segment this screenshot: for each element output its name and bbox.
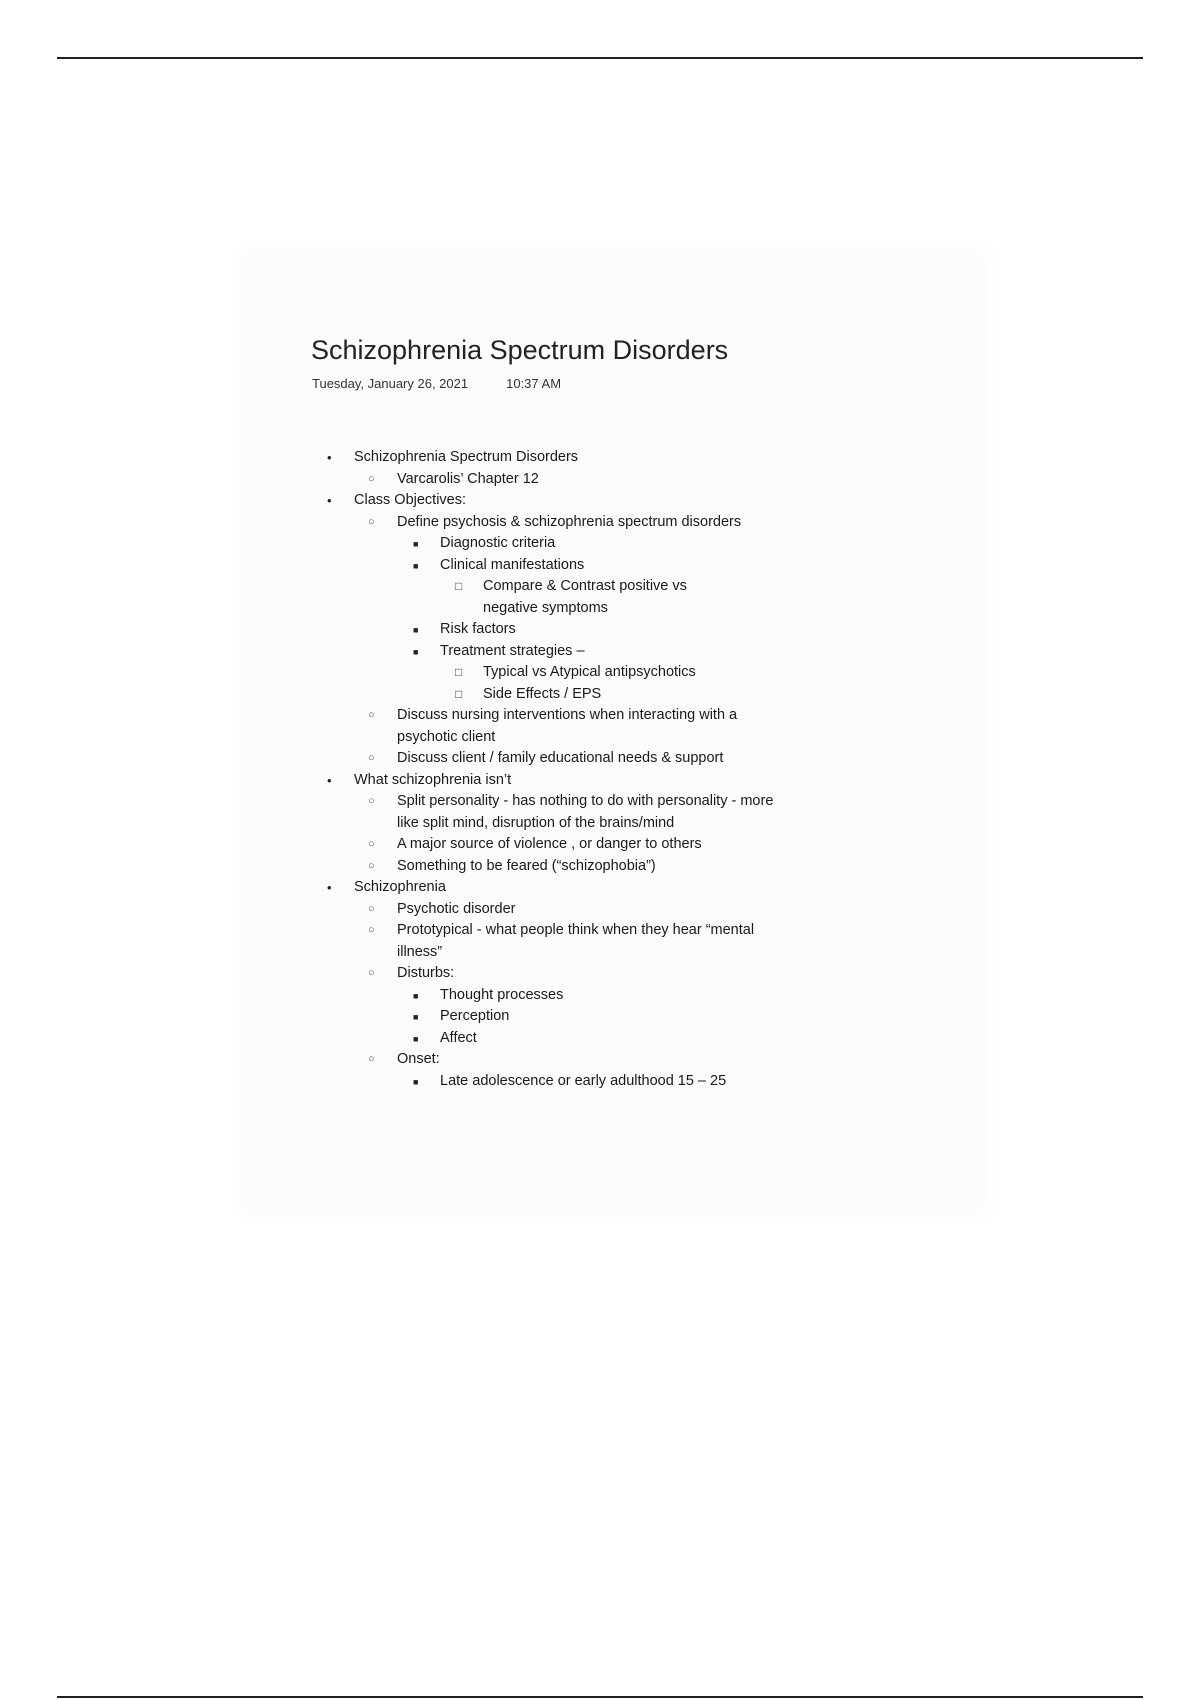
outline-item — [255, 533, 975, 555]
outline-item-text: What schizophrenia isn’t — [354, 771, 512, 788]
outline-item — [255, 856, 975, 878]
outline-item — [255, 490, 975, 512]
outline-item-text: Onset: — [397, 1051, 440, 1067]
bottom-divider — [57, 1696, 1143, 1698]
bullet-circle-icon: ○ — [368, 709, 375, 721]
outline-item-text: Varcarolis’ Chapter 12 — [397, 470, 539, 487]
bullet-square-icon: ■ — [413, 1076, 419, 1087]
outline-item-text: Psychotic disorder — [397, 900, 516, 917]
bullet-square-icon: ■ — [413, 625, 419, 635]
outline-item — [255, 963, 975, 985]
note-page — [255, 262, 975, 1202]
outline-item — [255, 705, 975, 748]
outline-item-text: Treatment strategies – — [440, 642, 585, 659]
bullet-circle-icon: ○ — [368, 795, 375, 807]
outline-item — [255, 770, 975, 792]
bullet-square-icon: ■ — [413, 1033, 419, 1044]
bullet-open-square-icon: □ — [455, 665, 463, 679]
outline-item — [255, 641, 975, 663]
outline-item-text: Prototypical - what people think when they hear “mental illness” — [397, 922, 755, 960]
top-divider — [57, 57, 1143, 59]
outline-item — [255, 1071, 975, 1093]
outline-item-text: Schizophrenia Spectrum Disorders — [354, 449, 579, 465]
bullet-dot-icon: • — [327, 493, 332, 508]
outline-item — [255, 877, 975, 899]
outline-item — [255, 512, 975, 534]
bullet-open-square-icon: □ — [455, 686, 463, 701]
bullet-circle-icon: ○ — [368, 472, 375, 485]
bullet-dot-icon: • — [327, 450, 332, 465]
outline-item — [255, 920, 975, 963]
outline-item-text: A major source of violence , or danger to others — [397, 836, 702, 852]
bullet-square-icon: ■ — [413, 990, 419, 1001]
outline-item — [255, 834, 975, 856]
bullet-circle-icon: ○ — [368, 859, 375, 872]
outline-item-text: Something to be feared (“schizophobia”) — [397, 857, 656, 874]
outline-item — [255, 1049, 975, 1071]
outline-item-text: Clinical manifestations — [440, 556, 585, 573]
bullet-square-icon: ■ — [413, 646, 419, 657]
bullet-dot-icon: • — [327, 880, 332, 895]
bullet-dot-icon: • — [327, 772, 332, 788]
outline-item-text: Discuss client / family educational needs & support — [397, 750, 724, 766]
outline-item-text: Split personality - has nothing to do with personality - more like split mind, disruption of the brains/mind — [397, 793, 774, 831]
outline-item — [255, 576, 975, 619]
bullet-circle-icon: ○ — [368, 902, 375, 915]
bullet-square-icon: ■ — [413, 539, 419, 549]
outline-item — [255, 684, 975, 706]
outline-item-text: Schizophrenia — [354, 879, 446, 895]
note-date: Tuesday, January 26, 2021 — [312, 376, 469, 391]
outline-item — [255, 469, 975, 491]
outline-item — [255, 985, 975, 1007]
bullet-circle-icon: ○ — [368, 752, 375, 764]
bullet-circle-icon: ○ — [368, 838, 375, 850]
outline-item-text: Perception — [440, 1008, 510, 1024]
outline-item — [255, 1006, 975, 1028]
bullet-open-square-icon: □ — [455, 579, 463, 593]
outline-item-text: Disturbs: — [397, 965, 455, 981]
bullet-square-icon: ■ — [413, 1012, 419, 1022]
bullet-circle-icon: ○ — [368, 1053, 375, 1065]
outline-item — [255, 899, 975, 921]
outline-item — [255, 748, 975, 770]
outline-item-text: Define psychosis & schizophrenia spectrum disorders — [397, 513, 742, 530]
outline-list — [255, 447, 975, 1092]
outline-item-text: Discuss nursing interventions when interacting with a psychotic client — [397, 707, 738, 745]
outline-item-text: Affect — [440, 1029, 477, 1046]
page-title: Schizophrenia Spectrum Disorders — [311, 335, 729, 365]
note-time: 10:37 AM — [506, 376, 562, 391]
bullet-circle-icon: ○ — [368, 967, 375, 979]
outline-item — [255, 662, 975, 684]
outline-item — [255, 791, 975, 834]
bullet-circle-icon: ○ — [368, 515, 375, 528]
outline-item — [255, 619, 975, 641]
outline-item-text: Risk factors — [440, 621, 516, 637]
outline-item-text: Diagnostic criteria — [440, 535, 556, 551]
outline-item — [255, 447, 975, 469]
outline-item — [255, 1028, 975, 1050]
outline-item-text: Thought processes — [440, 986, 564, 1003]
outline-item-text: Compare & Contrast positive vs negative symptoms — [483, 578, 687, 616]
outline-item-text: Late adolescence or early adulthood 15 – 25 — [440, 1072, 727, 1089]
outline-item — [255, 555, 975, 577]
note-timestamp — [312, 376, 561, 391]
outline-item-text: Class Objectives: — [354, 492, 467, 508]
bullet-circle-icon: ○ — [368, 924, 375, 936]
outline-item-text: Typical vs Atypical antipsychotics — [483, 664, 696, 680]
outline-item-text: Side Effects / EPS — [483, 685, 602, 702]
bullet-square-icon: ■ — [413, 560, 419, 571]
